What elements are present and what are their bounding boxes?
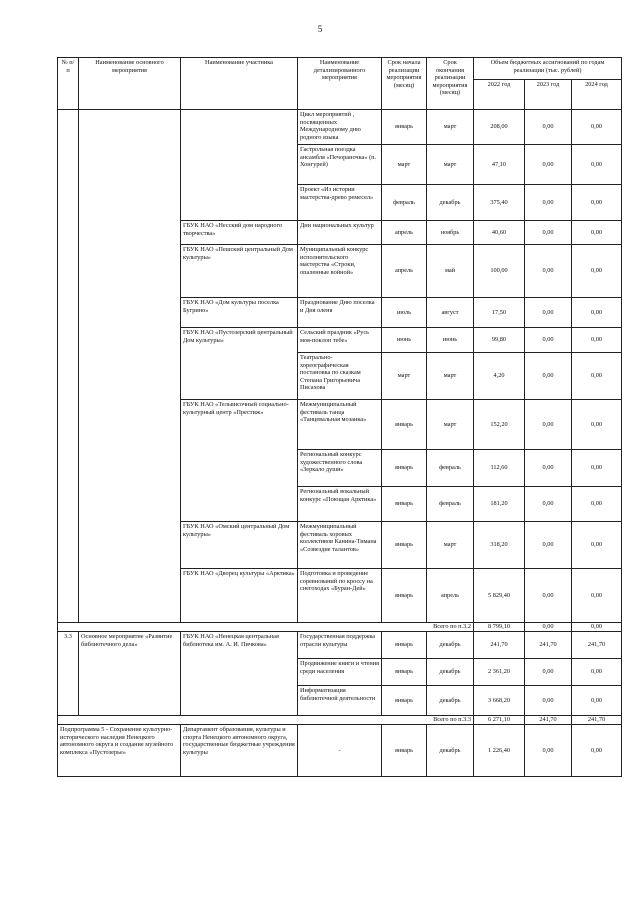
budget-table [57, 57, 622, 777]
participant-name: ГБУК НАО «Омский центральный Дом культуры» [181, 522, 298, 569]
value-2024: 0,00 [572, 400, 622, 450]
start-month: апрель [382, 221, 427, 245]
value-2024: 0,00 [572, 725, 622, 777]
end-month: август [427, 298, 474, 328]
value-2023: 241,70 [525, 632, 572, 659]
participant-name: ГБУК НАО «Пешский центральный Дом культуры» [181, 245, 298, 298]
value-2022: 40,60 [474, 221, 525, 245]
header-year-2024: 2024 год [572, 80, 622, 110]
start-month: июнь [382, 328, 427, 353]
participant-name: Департамент образования, культуры и спорта Ненецкого автономного округа, государственные бюджетные учреждения культуры [181, 725, 298, 777]
section-number: 3.3 [58, 632, 79, 716]
value-2022: 100,00 [474, 245, 525, 298]
value-2024: 0,00 [572, 686, 622, 716]
value-2024: 0,00 [572, 245, 622, 298]
value-2022: 152,20 [474, 400, 525, 450]
value-2023: 0,00 [525, 725, 572, 777]
participant-name: ГБУК НАО «Пустозерский центральный Дом культуры» [181, 328, 298, 400]
participant-name: ГБУК НАО «Тельвисочный социально-культурный центр «Престиж» [181, 400, 298, 522]
detailed-event: Региональный конкурс художественного слова «Зеркало души» [298, 450, 382, 487]
header-start: Срок начала реализации мероприятия (месяц) [382, 58, 427, 110]
value-2024: 0,00 [572, 450, 622, 487]
total-2023: 0,00 [525, 623, 572, 632]
value-2024: 0,00 [572, 298, 622, 328]
detailed-event: Театрально-хореографическая постановка по сказкам Степана Григорьевича Писахова [298, 353, 382, 400]
value-2022: 1 226,40 [474, 725, 525, 777]
total-2023: 241,70 [525, 716, 572, 725]
header-year-2023: 2023 год [525, 80, 572, 110]
value-2024: 0,00 [572, 569, 622, 623]
value-2024: 0,00 [572, 487, 622, 522]
header-year-2022: 2022 год [474, 80, 525, 110]
detailed-event: Продвижение книги и чтения среди населения [298, 659, 382, 686]
end-month: декабрь [427, 185, 474, 221]
header-budget: Объем бюджетных ассигнований по годам реализации (тыс. рублей) [474, 58, 622, 80]
participant-name: ГБУК НАО «Ненецкая центральная библиотека им. А. И. Пичкова» [181, 632, 298, 716]
end-month: март [427, 145, 474, 185]
end-month: февраль [427, 450, 474, 487]
value-2024: 241,70 [572, 632, 622, 659]
header-end: Срок окончания реализации мероприятия (месяц) [427, 58, 474, 110]
value-2024: 0,00 [572, 328, 622, 353]
value-2023: 0,00 [525, 569, 572, 623]
end-month: март [427, 110, 474, 145]
value-2024: 0,00 [572, 221, 622, 245]
header-detailed-event: Наименование детализированного мероприятия [298, 58, 382, 110]
value-2024: 0,00 [572, 659, 622, 686]
start-month: февраль [382, 185, 427, 221]
value-2022: 318,20 [474, 522, 525, 569]
start-month: январь [382, 522, 427, 569]
detailed-event: Межмуниципальный фестиваль хоровых коллективов Канина-Тимана «Созвездие талантов» [298, 522, 382, 569]
end-month: май [427, 245, 474, 298]
value-2023: 0,00 [525, 328, 572, 353]
value-2023: 0,00 [525, 522, 572, 569]
value-2023: 0,00 [525, 221, 572, 245]
detailed-event: Муниципальный конкурс исполнительского мастерства «Строки, опаленные войной» [298, 245, 382, 298]
detailed-event: Цикл мероприятий , посвященных Международному дню родного языка [298, 110, 382, 145]
value-2022: 181,20 [474, 487, 525, 522]
total-label: Всего по п.3.3 [58, 716, 474, 725]
total-2024: 0,00 [572, 623, 622, 632]
page-number: 5 [317, 24, 323, 34]
num-cell-empty [58, 110, 79, 623]
start-month: март [382, 353, 427, 400]
end-month: февраль [427, 487, 474, 522]
value-2024: 0,00 [572, 145, 622, 185]
detailed-event: Гастрольная поездка ансамбля «Печораночка» (п. Хонгурей) [298, 145, 382, 185]
total-2022: 8 799,10 [474, 623, 525, 632]
participant-cell-empty [181, 110, 298, 221]
total-label: Всего по п.3.2 [58, 623, 474, 632]
value-2024: 0,00 [572, 185, 622, 221]
value-2023: 0,00 [525, 450, 572, 487]
end-month: декабрь [427, 725, 474, 777]
value-2024: 0,00 [572, 110, 622, 145]
value-2022: 208,00 [474, 110, 525, 145]
value-2023: 0,00 [525, 659, 572, 686]
value-2023: 0,00 [525, 400, 572, 450]
value-2022: 5 829,40 [474, 569, 525, 623]
detailed-event: Проект «Из истории мастерства-древо ремесел» [298, 185, 382, 221]
detailed-event: Региональный вокальный конкурс «Поющая Арктика» [298, 487, 382, 522]
main-event-cell-empty [79, 110, 181, 623]
detailed-event: Информатизация библиотечной деятельности [298, 686, 382, 716]
main-event-name: Основное мероприятие «Развитие библиотечного дела» [79, 632, 181, 716]
end-month: март [427, 400, 474, 450]
start-month: июль [382, 298, 427, 328]
header-main-event: Наименование основного мероприятия [79, 58, 181, 110]
end-month: ноябрь [427, 221, 474, 245]
start-month: март [382, 145, 427, 185]
detailed-event: Дни национальных культур [298, 221, 382, 245]
header-num: № п/п [58, 58, 79, 110]
end-month: апрель [427, 569, 474, 623]
value-2022: 47,10 [474, 145, 525, 185]
end-month: март [427, 353, 474, 400]
end-month: июнь [427, 328, 474, 353]
total-2022: 6 271,10 [474, 716, 525, 725]
value-2024: 0,00 [572, 522, 622, 569]
subprogram-title: Подпрограмма 5 - Сохранение культурно-исторического наследия Ненецкого автономного округа и создание музейного комплекса «Пустозерье» [58, 725, 181, 777]
end-month: март [427, 522, 474, 569]
end-month: декабрь [427, 659, 474, 686]
start-month: январь [382, 686, 427, 716]
value-2022: 17,50 [474, 298, 525, 328]
value-2023: 0,00 [525, 487, 572, 522]
value-2022: 99,80 [474, 328, 525, 353]
value-2022: 112,60 [474, 450, 525, 487]
start-month: январь [382, 487, 427, 522]
detailed-event: - [298, 725, 382, 777]
value-2023: 0,00 [525, 145, 572, 185]
value-2022: 241,70 [474, 632, 525, 659]
detailed-event: Празднование Дню поселка и Дня оленя [298, 298, 382, 328]
end-month: декабрь [427, 686, 474, 716]
start-month: январь [382, 569, 427, 623]
value-2023: 0,00 [525, 185, 572, 221]
value-2023: 0,00 [525, 353, 572, 400]
value-2023: 0,00 [525, 110, 572, 145]
start-month: апрель [382, 245, 427, 298]
start-month: январь [382, 450, 427, 487]
total-2024: 241,70 [572, 716, 622, 725]
start-month: январь [382, 110, 427, 145]
value-2022: 375,40 [474, 185, 525, 221]
value-2023: 0,00 [525, 298, 572, 328]
start-month: январь [382, 659, 427, 686]
start-month: январь [382, 632, 427, 659]
start-month: январь [382, 725, 427, 777]
value-2024: 0,00 [572, 353, 622, 400]
value-2023: 0,00 [525, 245, 572, 298]
participant-name: ГБУК НАО «Дом культуры поселка Бугрино» [181, 298, 298, 328]
value-2022: 4,20 [474, 353, 525, 400]
value-2022: 3 668,20 [474, 686, 525, 716]
detailed-event: Государственная поддержка отрасли культуры [298, 632, 382, 659]
detailed-event: Подготовка и проведение соревнований по кроссу на снегоходах «Буран-Дей» [298, 569, 382, 623]
value-2023: 0,00 [525, 686, 572, 716]
participant-name: ГБУК НАО «Несский дом народного творчества» [181, 221, 298, 245]
start-month: январь [382, 400, 427, 450]
participant-name: ГБУК НАО «Дворец культуры «Арктика» [181, 569, 298, 623]
detailed-event: Сельский праздник «Русь моя-поклон тебе» [298, 328, 382, 353]
value-2022: 2 361,20 [474, 659, 525, 686]
end-month: декабрь [427, 632, 474, 659]
detailed-event: Межмуниципальный фестиваль танца «Танцевальная мозаика» [298, 400, 382, 450]
header-participant: Наименование участника [181, 58, 298, 110]
